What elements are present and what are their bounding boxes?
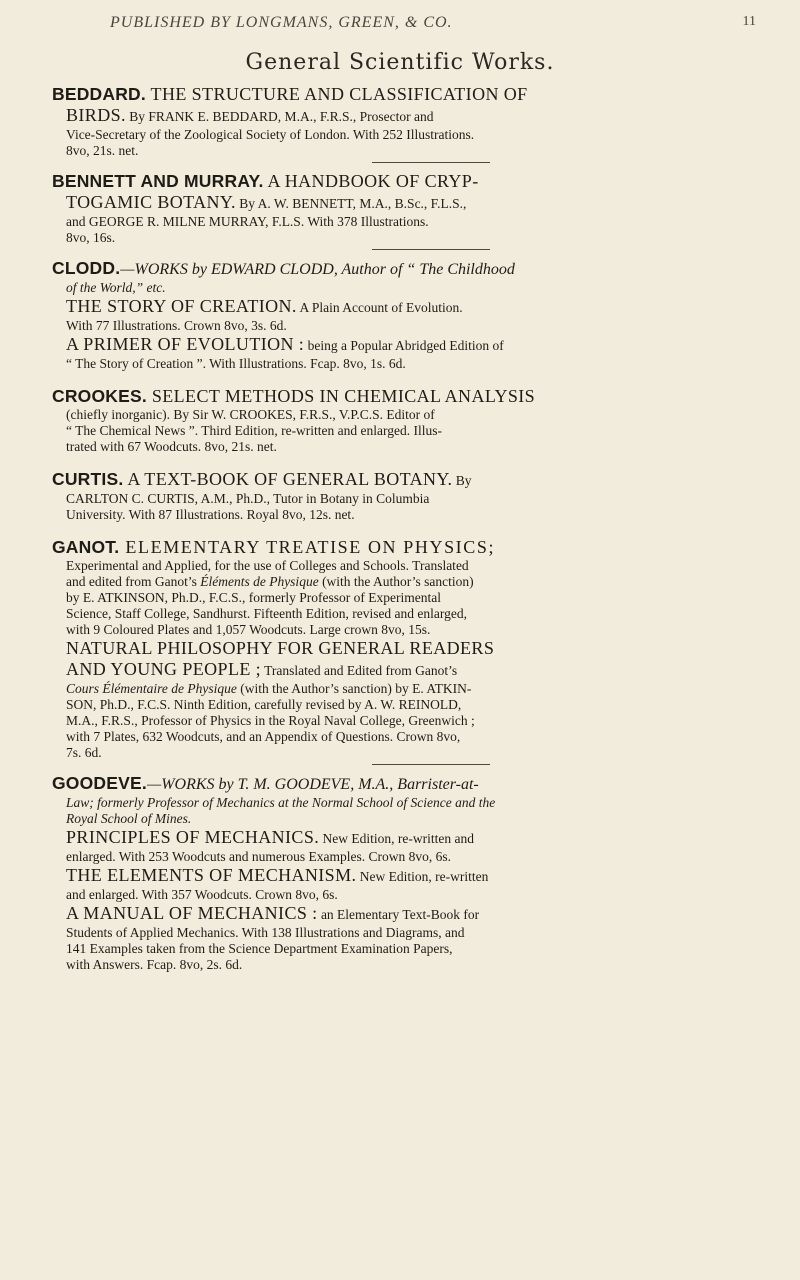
author-name: GOODEVE.	[52, 773, 147, 793]
works-heading-cont: of the World,” etc.	[66, 280, 166, 295]
entry-crookes	[52, 386, 764, 455]
author-name: BENNETT AND MURRAY.	[52, 171, 264, 191]
entry-text: and enlarged. With 357 Woodcuts. Crown 8vo, 6s.	[66, 887, 338, 902]
book-title: ELEMENTARY TREATISE ON PHYSICS;	[119, 537, 496, 557]
entry-text: Science, Staff College, Sandhurst. Fifteenth Edition, revised and enlarged,	[66, 606, 468, 621]
book-title: BIRDS.	[66, 105, 126, 125]
entry-text: A Plain Account of Evolution.	[296, 300, 463, 315]
book-title: TOGAMIC BOTANY.	[66, 192, 236, 212]
entry-curtis	[52, 469, 764, 523]
book-title: THE ELEMENTS OF MECHANISM.	[66, 865, 357, 885]
book-title: A MANUAL OF MECHANICS :	[66, 903, 318, 923]
entry-text: New Edition, re-written and	[319, 831, 474, 846]
entry-text: Students of Applied Mechanics. With 138 Illustrations and Diagrams, and	[66, 925, 465, 940]
book-title: NATURAL PHILOSOPHY FOR GENERAL READERS	[66, 638, 495, 658]
page-number: 11	[742, 14, 756, 29]
entry-text: (chiefly inorganic). By Sir W. CROOKES, F.R.S., V.P.C.S. Editor of	[66, 407, 435, 422]
section-title: General Scientific Works.	[245, 50, 555, 75]
author-name: GANOT.	[52, 537, 120, 557]
book-title: SELECT METHODS IN CHEMICAL ANALYSIS	[146, 386, 536, 406]
book-title: THE STORY OF CREATION.	[66, 296, 297, 316]
entry-text: with 7 Plates, 632 Woodcuts, and an Appendix of Questions. Crown 8vo,	[66, 729, 461, 744]
catalogue-list	[52, 84, 764, 973]
entry-text: with 9 Coloured Plates and 1,057 Woodcuts. Large crown 8vo, 15s.	[66, 622, 431, 637]
entry-text-italic: Éléments de Physique	[200, 574, 319, 589]
author-name: BEDDARD.	[52, 84, 146, 104]
entry-text: SON, Ph.D., F.C.S. Ninth Edition, carefully revised by A. W. REINOLD,	[66, 697, 462, 712]
entry-text: and GEORGE R. MILNE MURRAY, F.L.S. With 378 Illustrations.	[66, 214, 429, 229]
works-heading-cont: Royal School of Mines.	[66, 811, 192, 826]
book-title: A HANDBOOK OF CRYP-	[263, 171, 479, 191]
running-head: PUBLISHED BY LONGMANS, GREEN, & CO.	[110, 14, 453, 31]
entry-text: (with the Author’s sanction)	[318, 574, 474, 589]
book-title: A PRIMER OF EVOLUTION :	[66, 334, 305, 354]
works-heading: —WORKS by EDWARD CLODD, Author of “ The Childhood	[120, 261, 515, 278]
entry-text: trated with 67 Woodcuts. 8vo, 21s. net.	[66, 439, 277, 454]
entry-beddard	[52, 84, 764, 163]
works-heading-cont: Law; formerly Professor of Mechanics at the Normal School of Science and the	[66, 795, 496, 810]
entry-text: enlarged. With 253 Woodcuts and numerous Examples. Crown 8vo, 6s.	[66, 849, 451, 864]
entry-text: “ The Chemical News ”. Third Edition, re-written and enlarged. Illus-	[66, 423, 443, 438]
entry-text: 141 Examples taken from the Science Department Examination Papers,	[66, 941, 453, 956]
author-name: CURTIS.	[52, 469, 124, 489]
entry-goodeve	[52, 773, 764, 973]
entry-bennett-murray	[52, 171, 764, 250]
entry-text: University. With 87 Illustrations. Royal 8vo, 12s. net.	[66, 507, 355, 522]
entry-text: Experimental and Applied, for the use of Colleges and Schools. Translated	[66, 558, 469, 573]
entry-text: being a Popular Abridged Edition of	[304, 338, 504, 353]
entry-text: M.A., F.R.S., Professor of Physics in the Royal Naval College, Greenwich ;	[66, 713, 475, 728]
entry-text-italic: Cours Élémentaire de Physique	[66, 681, 237, 696]
entry-text: Vice-Secretary of the Zoological Society of London. With 252 Illustrations.	[66, 127, 475, 142]
works-heading: —WORKS by T. M. GOODEVE, M.A., Barrister-at-	[146, 776, 479, 793]
entry-text: Translated and Edited from Ganot’s	[261, 663, 458, 678]
entry-text: By FRANK E. BEDDARD, M.A., F.R.S., Prosector and	[125, 109, 434, 124]
entry-ganot	[52, 537, 764, 765]
book-title: THE STRUCTURE AND CLASSIFICATION OF	[145, 84, 528, 104]
entry-text: 8vo, 21s. net.	[66, 143, 139, 158]
entry-text: By A. W. BENNETT, M.A., B.Sc., F.L.S.,	[235, 196, 467, 211]
author-name: CROOKES.	[52, 386, 147, 406]
author-name: CLODD.	[52, 258, 121, 278]
entry-text: New Edition, re-written	[356, 869, 489, 884]
entry-text: 8vo, 16s.	[66, 230, 116, 245]
entry-text: 7s. 6d.	[66, 745, 102, 760]
entry-text: an Elementary Text-Book for	[317, 907, 480, 922]
entry-text: With 77 Illustrations. Crown 8vo, 3s. 6d.	[66, 318, 287, 333]
book-title: AND YOUNG PEOPLE ;	[66, 659, 262, 679]
book-title: A TEXT-BOOK OF GENERAL BOTANY.	[123, 469, 453, 489]
entry-clodd	[52, 258, 764, 372]
entry-text: “ The Story of Creation ”. With Illustrations. Fcap. 8vo, 1s. 6d.	[66, 356, 406, 371]
entry-text: By	[452, 473, 472, 488]
book-title: PRINCIPLES OF MECHANICS.	[66, 827, 320, 847]
entry-text: with Answers. Fcap. 8vo, 2s. 6d.	[66, 957, 243, 972]
entry-text: and edited from Ganot’s	[66, 574, 201, 589]
entry-text: (with the Author’s sanction) by E. ATKIN-	[236, 681, 472, 696]
entry-text: CARLTON C. CURTIS, A.M., Ph.D., Tutor in Botany in Columbia	[66, 491, 430, 506]
entry-text: by E. ATKINSON, Ph.D., F.C.S., formerly Professor of Experimental	[66, 590, 442, 605]
